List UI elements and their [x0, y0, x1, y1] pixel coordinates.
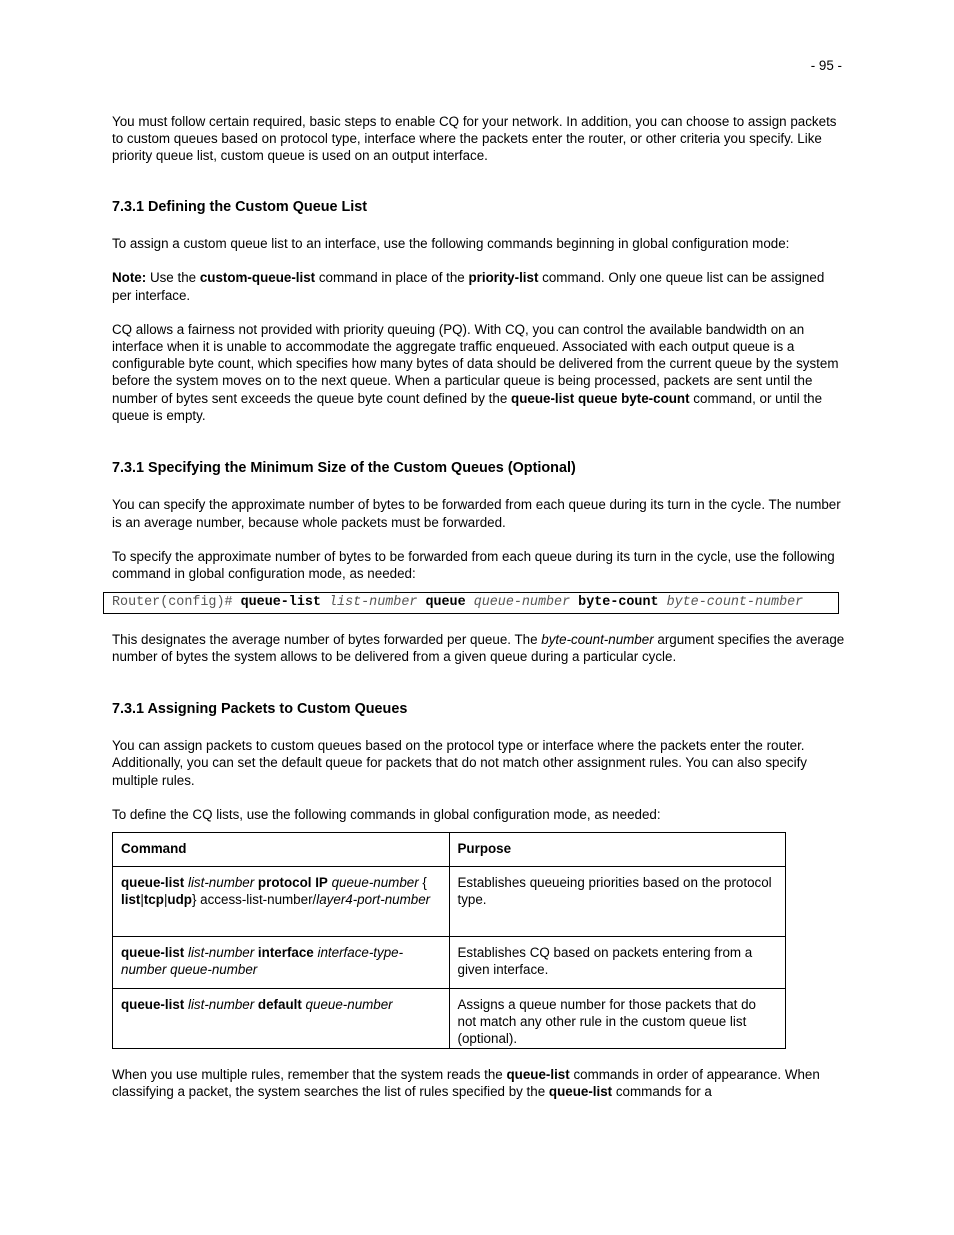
section-heading-defining: 7.3.1 Defining the Custom Queue List — [112, 198, 368, 215]
intro-paragraph: You must follow certain required, basic steps to enable CQ for your network. In addition, you can choose to assign packets to custom queues based on protocol type, interface where the packets enter the router, or other criteria you specify. Like priority queue list, custom queue is used on an output interface. — [112, 114, 837, 164]
section3-paragraph-3: When you use multiple rules, remember that the system reads the queue-list commands in order of appearance. When classifying a packet, the system searches the list of rules specified by the queue-list commands for a — [112, 1066, 820, 1099]
command-table — [112, 832, 786, 1049]
note-label: Note: — [112, 270, 147, 286]
section1-note: Note: Use the custom-queue-list command in place of the priority-list command. Only one queue list can be assigned per interface. — [112, 270, 825, 303]
table-row — [113, 936, 786, 988]
command-cell: queue-list list-number protocol IP queue-number { list|tcp|udp} access-list-number/layer4-port-number — [113, 866, 450, 936]
table-row — [113, 988, 786, 1048]
section2-paragraph-3: This designates the average number of bytes forwarded per queue. The byte-count-number argument specifies the average number of bytes the system allows to be delivered from a given queue during a particular cycle. — [112, 632, 845, 665]
purpose-cell: Establishes CQ based on packets entering from a given interface. — [449, 936, 786, 988]
section3-paragraph-2: To define the CQ lists, use the following commands in global configuration mode, as needed: — [112, 806, 661, 822]
section-heading-minimum-size: 7.3.1 Specifying the Minimum Size of the Custom Queues (Optional) — [112, 459, 576, 476]
page-content — [112, 113, 846, 1100]
section2-paragraph-2: To specify the approximate number of bytes to be forwarded from each queue during its turn in the cycle, use the following command in global configuration mode, as needed: — [112, 548, 835, 582]
section-heading-assigning: 7.3.1 Assigning Packets to Custom Queues — [112, 700, 408, 717]
section1-paragraph-3: CQ allows a fairness not provided with priority queuing (PQ). With CQ, you can control the available bandwidth on an interface when it is unable to accommodate the aggregate traffic enqueued. Associated with each output queue is a configurable byte count, which specifies how many bytes of data should be delivered from the current queue by the system before the system moves on to the next queue. When a particular queue is being processed, packets are sent until the number of bytes sent exceeds the queue byte count defined by the queue-list queue byte-count command, or until the queue is empty. — [112, 321, 839, 423]
table-header-row — [113, 832, 786, 866]
section1-paragraph-1: To assign a custom queue list to an interface, use the following commands beginning in global configuration mode: — [112, 236, 790, 252]
purpose-cell: Establishes queueing priorities based on the protocol type. — [449, 866, 786, 936]
section2-paragraph-1: You can specify the approximate number of bytes to be forwarded from each queue during its turn in the cycle. The number is an average number, because whole packets must be forwarded. — [112, 497, 841, 530]
table-row — [113, 866, 786, 936]
command-cell: queue-list list-number default queue-number — [113, 988, 450, 1048]
command-cell: queue-list list-number interface interface-type-number queue-number — [113, 936, 450, 988]
header-command: Command — [113, 832, 450, 866]
purpose-cell: Assigns a queue number for those packets that do not match any other rule in the custom queue list (optional). — [449, 988, 786, 1048]
page-number: - 95 - — [810, 58, 842, 73]
section3-paragraph-1: You can assign packets to custom queues based on the protocol type or interface where the packets enter the router. Additionally, you can set the default queue for packets that do not match other assignment rules. You can also specify multiple rules. — [112, 738, 808, 788]
header-purpose: Purpose — [449, 832, 786, 866]
command-syntax-box: Router(config)# queue-list list-number queue queue-number byte-count byte-count-number — [103, 592, 839, 614]
